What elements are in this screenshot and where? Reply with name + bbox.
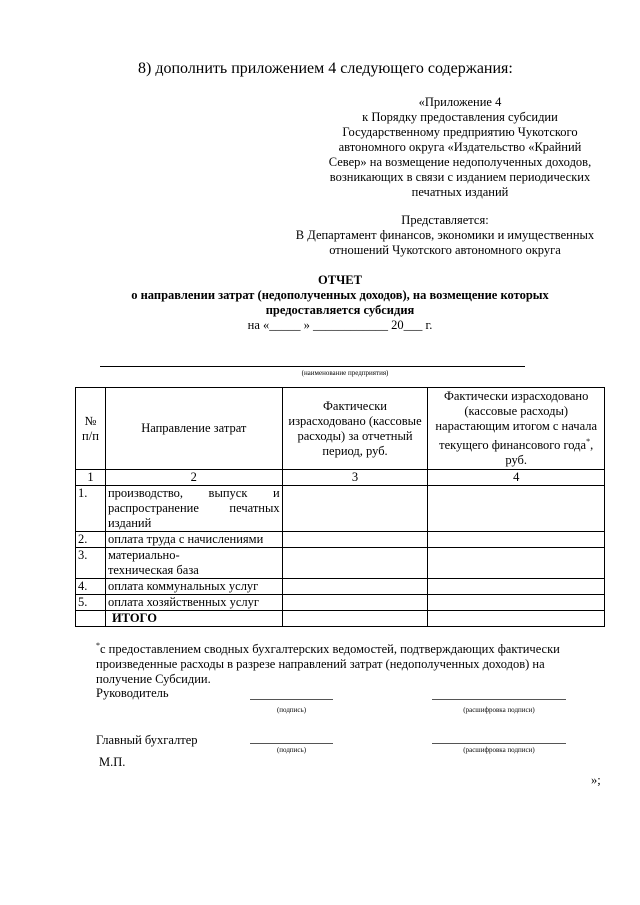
header-cell [428,388,605,470]
table-row [76,595,605,611]
header-suffix: , руб. [505,438,594,468]
column-number: 2 [105,470,282,486]
footnote-line: получение Субсидии. [96,672,211,687]
appendix-line: Государственному предприятию Чукотского [342,125,578,139]
value-cell[interactable] [282,486,428,532]
total-row [76,611,605,627]
appendix-line: возникающих в связи с изданием периодических [329,170,591,184]
row-number [76,611,106,627]
header-cell: Направление затрат [105,388,282,470]
value-cell[interactable] [428,532,605,548]
row-name: оплата хозяйственных услуг [105,595,282,611]
enterprise-line [100,366,525,367]
value-cell[interactable] [282,595,428,611]
footnote-line: с предоставлением сводных бухгалтерских ведомостей, подтверждающих фактически [100,642,560,657]
sign-caption: (подпись) [276,706,307,714]
footnote-mark: * [586,436,591,446]
closing-quote: »; [591,773,601,787]
table-row [76,486,605,532]
title-sub: о направлении затрат (недополученных доходов), на возмещение которых [131,288,549,302]
row-number: 4. [76,579,106,595]
total-label: ИТОГО [105,611,282,627]
appendix-block [300,95,620,200]
table-row [76,532,605,548]
appendix-line: автономного округа «Издательство «Крайний [338,140,582,154]
accountant-decode-line[interactable] [432,743,566,744]
value-cell[interactable] [428,611,605,627]
appendix-line: печатных изданий [411,185,509,199]
title-main: ОТЧЕТ [318,273,362,287]
column-number: 4 [428,470,605,486]
value-cell[interactable] [282,532,428,548]
value-cell[interactable] [282,548,428,579]
value-cell[interactable] [428,486,605,532]
decode-caption: (расшифровка подписи) [463,706,535,714]
stamp-label: М.П. [99,755,126,769]
value-cell[interactable] [428,579,605,595]
intro-text: 8) дополнить приложением 4 следующего содержания: [138,60,513,77]
row-number: 3. [76,548,106,579]
header-text: Фактически израсходовано (кассовые расходы) нарастающим итогом с начала текущего финансового года [435,388,598,453]
report-table [75,387,605,627]
footnote-mark: * [96,641,100,650]
appendix-line: к Порядку предоставления субсидии [362,110,558,124]
header-cell: Фактически израсходовано (кассовые расходы) за отчетный период, руб. [282,388,428,470]
row-name: оплата труда с начислениями [105,532,282,548]
row-name: оплата коммунальных услуг [105,579,282,595]
column-number: 1 [76,470,106,486]
row-number: 2. [76,532,106,548]
submitted-line: отношений Чукотского автономного округа [329,243,561,257]
value-cell[interactable] [282,611,428,627]
row-number: 1. [76,486,106,532]
footnote [96,638,560,687]
table-header-row [76,388,605,470]
column-number-row [76,470,605,486]
value-cell[interactable] [428,595,605,611]
row-name: производство, выпуск и распространение печатных изданий [105,486,282,532]
head-decode-line[interactable] [432,699,566,700]
row-name: материально-техническая база [105,548,282,579]
submitted-block [280,213,610,258]
table-row [76,548,605,579]
appendix-line: «Приложение 4 [418,95,502,109]
column-number: 3 [282,470,428,486]
report-date: на «_____ » ____________ 20___ г. [247,318,433,332]
submitted-line: В Департамент финансов, экономики и имущественных [295,228,595,242]
value-cell[interactable] [282,579,428,595]
submitted-label: Представляется: [401,213,489,227]
report-title [75,273,605,333]
sign-caption: (подпись) [276,746,307,754]
value-cell[interactable] [428,548,605,579]
title-sub: предоставляется субсидия [265,303,415,317]
head-label: Руководитель [96,686,169,700]
footnote-line: произведенные расходы в разрезе направлений затрат (недополученных доходов) на [96,657,545,672]
enterprise-caption: (наименование предприятия) [301,369,389,377]
accountant-signature-line[interactable] [250,743,333,744]
decode-caption: (расшифровка подписи) [463,746,535,754]
accountant-label: Главный бухгалтер [96,733,198,747]
appendix-line: Север» на возмещение недополученных доходов, [328,155,592,169]
row-number: 5. [76,595,106,611]
head-signature-line[interactable] [250,699,333,700]
header-cell: № п/п [76,388,106,470]
table-row [76,579,605,595]
